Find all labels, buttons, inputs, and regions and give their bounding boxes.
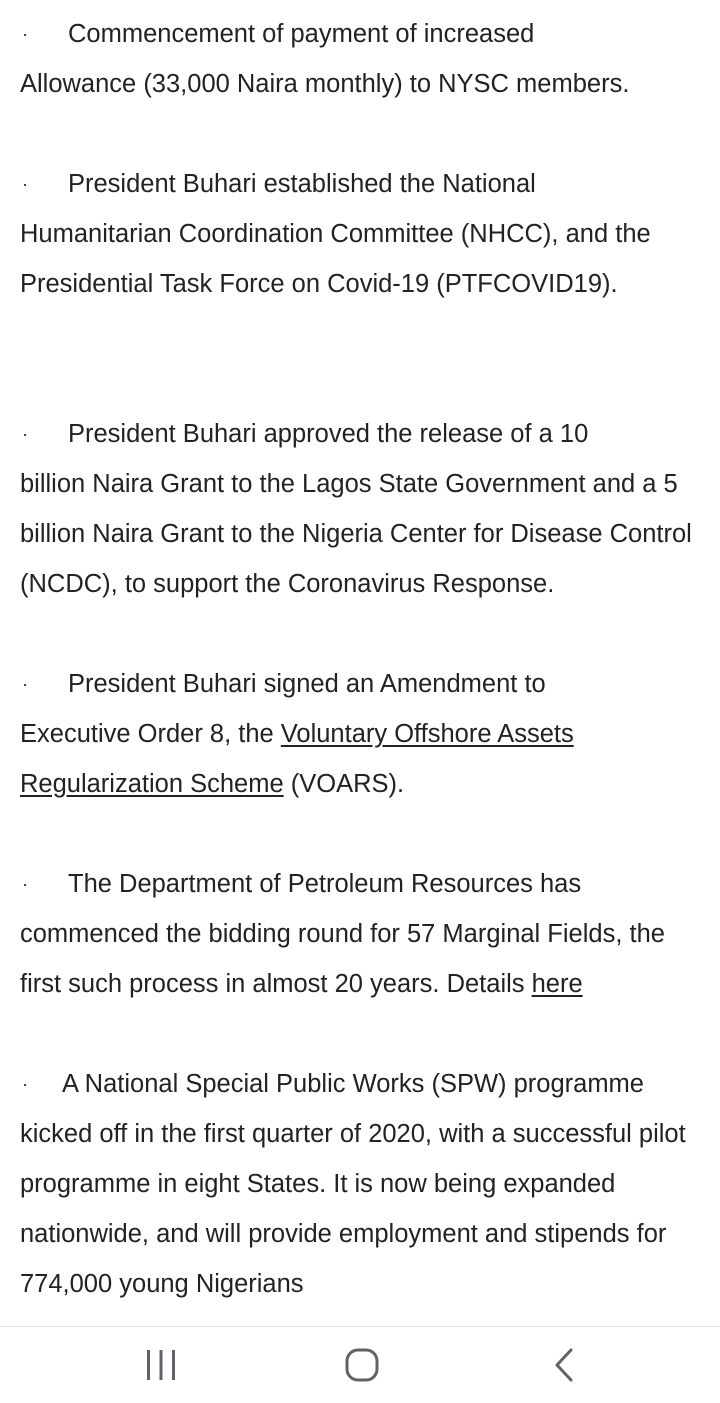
system-navigation-bar (0, 1327, 720, 1403)
bullet: · (22, 874, 28, 894)
item-text: kicked off in the first quarter of 2020, with a successful pilot programme in eight States. It is now being expanded nationwide, and will provide employment and stipends for 774,000 young Nigerians (20, 1120, 686, 1298)
back-icon (549, 1347, 579, 1383)
back-button[interactable] (524, 1335, 604, 1395)
list-item (20, 159, 710, 309)
details-here-link[interactable]: here (531, 970, 583, 998)
bullet: · (22, 24, 28, 44)
voars-link[interactable]: Voluntary Offshore Assets Regularization Scheme (20, 720, 574, 798)
recents-icon (144, 1348, 178, 1382)
item-lead-text: The Department of Petroleum Resources has (68, 870, 582, 898)
bullet: · (22, 424, 28, 444)
bullet: · (22, 674, 28, 694)
item-text: billion Naira Grant to the Lagos State Government and a 5 billion Naira Grant to the Nigeria Center for Disease Control (NCDC), to support the Coronavirus Response. (20, 470, 692, 598)
bullet: · (22, 1074, 28, 1094)
item-lead-text: President Buhari signed an Amendment to (68, 670, 546, 698)
item-lead-text: A National Special Public Works (SPW) programme (62, 1070, 644, 1098)
list-item (20, 859, 710, 1009)
item-text: Humanitarian Coordination Committee (NHCC), and the Presidential Task Force on Covid-19 (PTFCOVID19). (20, 220, 651, 298)
home-icon (344, 1347, 380, 1383)
list-item (20, 1059, 710, 1309)
item-text: Executive Order 8, the (20, 720, 281, 748)
item-lead-text: Commencement of payment of increased (68, 20, 535, 48)
item-lead-text: President Buhari approved the release of a 10 (68, 420, 589, 448)
item-lead-text: President Buhari established the National (68, 170, 536, 198)
list-item (20, 409, 710, 609)
item-text: Allowance (33,000 Naira monthly) to NYSC members. (20, 70, 630, 98)
recents-button[interactable] (121, 1335, 201, 1395)
home-button[interactable] (322, 1335, 402, 1395)
item-text: commenced the bidding round for 57 Marginal Fields, the first such process in almost 20 years. Details (20, 920, 665, 998)
item-text-end: (VOARS). (283, 770, 405, 798)
bullet: · (22, 174, 28, 194)
list-item (20, 659, 710, 809)
list-item (20, 9, 710, 109)
